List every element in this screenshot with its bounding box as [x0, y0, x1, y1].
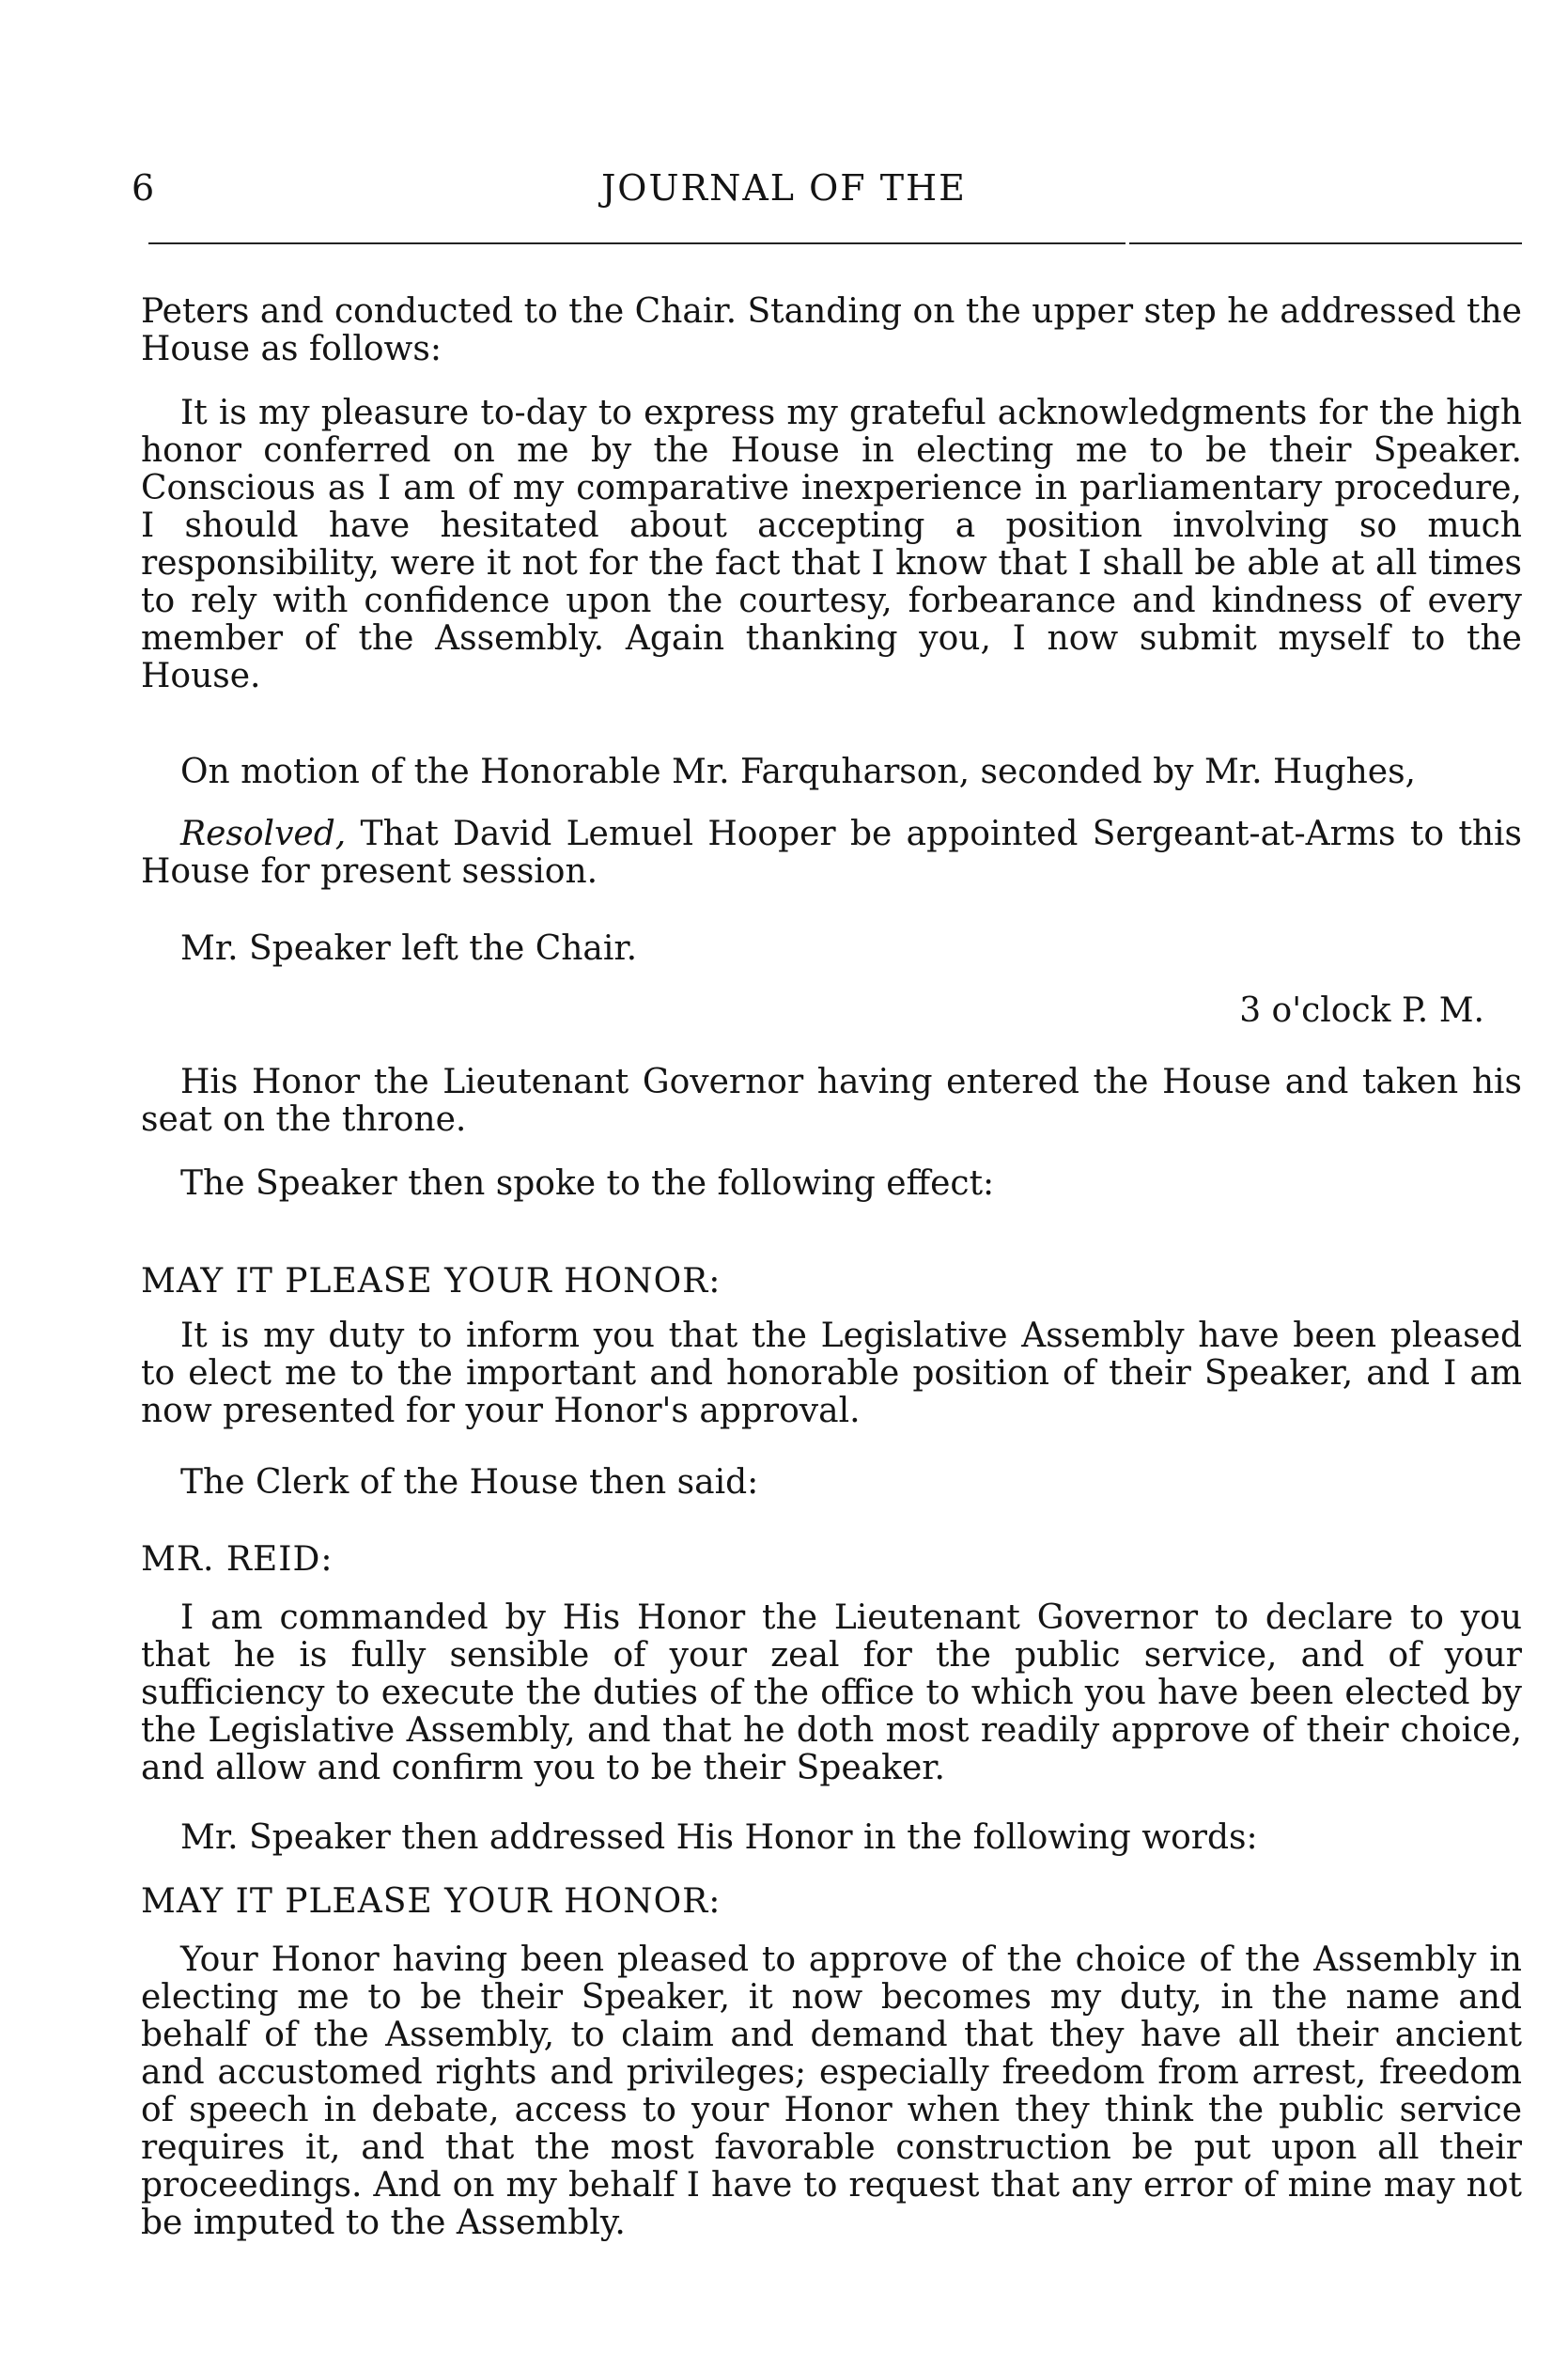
paragraph-continuation: Peters and conducted to the Chair. Standing on the upper step he addressed the House as follows: — [141, 292, 1522, 368]
resolved-label: Resolved, — [180, 815, 347, 853]
page-number: 6 — [132, 167, 155, 209]
clerk-intro: The Clerk of the House then said: — [180, 1463, 759, 1502]
lieutenant-governor-entry: His Honor the Lieutenant Governor having entered the House and taken his seat on the throne. — [141, 1063, 1522, 1139]
speaker-claim-privileges: Your Honor having been pleased to approve of the choice of the Assembly in electing me to be their Speaker, it now becomes my duty, in the name and behalf of the Assembly, to claim and demand that they have all their ancient and accustomed rights and privileges; especially freedom from arrest, freedom of speech in debate, access to your Honor when they think the public service requires it, and that the most favorable construction be put upon all their proceedings. And on my behalf I have to request that any error of mine may not be imputed to the Assembly. — [141, 1940, 1522, 2242]
speaker-left-chair: Mr. Speaker left the Chair. — [180, 929, 638, 968]
address-heading: MAY IT PLEASE YOUR HONOR: — [141, 1882, 722, 1921]
speaker-spoke-intro: The Speaker then spoke to the following effect: — [180, 1164, 995, 1203]
address-heading: MR. REID: — [141, 1540, 334, 1579]
resolution-paragraph — [141, 816, 1522, 891]
speaker-presentation: It is my duty to inform you that the Legislative Assembly have been pleased to elect me to the important and honorable position of their Speaker, and I am now presented for your Honor's approval. — [141, 1317, 1522, 1430]
clerk-declaration: I am commanded by His Honor the Lieutenant Governor to declare to you that he is fully sensible of your zeal for the public service, and of your sufficiency to execute the duties of the office to which you have been elected by the Legislative Assembly, and that he doth most readily approve of their choice, and allow and confirm you to be their Speaker. — [141, 1598, 1522, 1787]
address-heading: MAY IT PLEASE YOUR HONOR: — [141, 1262, 722, 1301]
motion-paragraph: On motion of the Honorable Mr. Farquharson, seconded by Mr. Hughes, — [180, 753, 1417, 791]
header-rule — [148, 242, 1126, 244]
running-title: JOURNAL OF THE — [601, 167, 967, 209]
speaker-addressed-intro: Mr. Speaker then addressed His Honor in the following words: — [180, 1818, 1258, 1857]
session-time: 3 o'clock P. M. — [1239, 991, 1484, 1030]
resolution-text: That David Lemuel Hooper be appointed Sergeant-at-Arms to this House for present session. — [141, 815, 1522, 891]
page-header — [0, 167, 1568, 233]
header-rule — [1129, 242, 1522, 244]
speaker-acceptance-speech: It is my pleasure to-day to express my grateful acknowledgments for the high honor conferred on me by the House in electing me to be their Speaker. Conscious as I am of my comparative inexperience in parliamentary procedure, I should have hesitated about accepting a position involving so much responsibility, were it not for the fact that I know that I shall be able at all times to rely with confidence upon the courtesy, forbearance and kindness of every member of the Assembly. Again thanking you, I now submit myself to the House. — [141, 394, 1522, 695]
